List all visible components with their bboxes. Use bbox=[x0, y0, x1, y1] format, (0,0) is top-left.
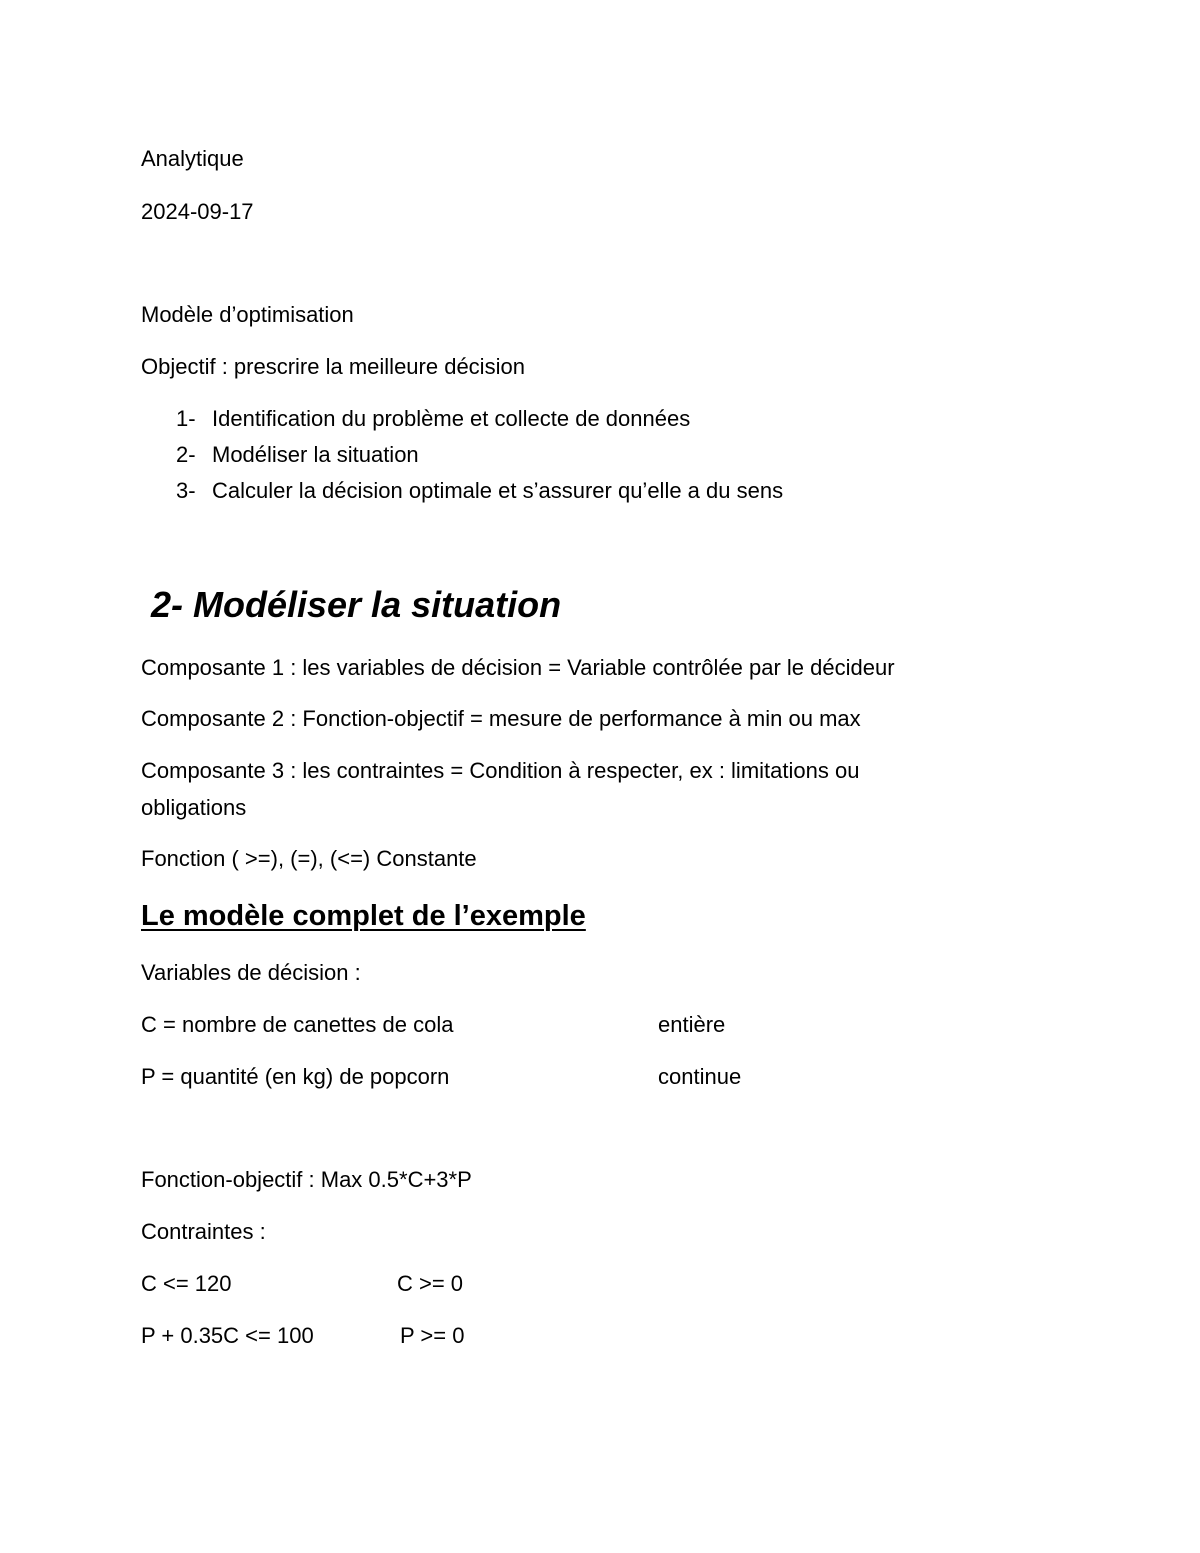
variable-p-type: continue bbox=[658, 1064, 742, 1089]
component-3-line-1: Composante 3 : les contraintes = Condition à respecter, ex : limitations ou bbox=[141, 758, 860, 783]
function-line: Fonction ( >=), (=), (<=) Constante bbox=[141, 846, 477, 871]
list-item-text: Identification du problème et collecte de données bbox=[212, 406, 691, 431]
variable-p: P = quantité (en kg) de popcorn bbox=[141, 1064, 450, 1089]
document-date: 2024-09-17 bbox=[141, 199, 254, 224]
section-heading: 2- Modéliser la situation bbox=[151, 584, 562, 625]
constraint-2-nonnegativity: P >= 0 bbox=[400, 1323, 465, 1348]
list-item-text: Modéliser la situation bbox=[212, 442, 419, 467]
constraint-1-nonnegativity: C >= 0 bbox=[397, 1271, 464, 1296]
constraints-label: Contraintes : bbox=[141, 1219, 266, 1244]
intro-heading: Modèle d’optimisation bbox=[141, 302, 354, 327]
objective-line: Objectif : prescrire la meilleure décision bbox=[141, 354, 525, 379]
list-item-number: 1- bbox=[176, 406, 196, 431]
variable-c-type: entière bbox=[658, 1012, 726, 1037]
variable-c: C = nombre de canettes de cola bbox=[141, 1012, 454, 1037]
variables-label: Variables de décision : bbox=[141, 960, 361, 985]
document-title: Analytique bbox=[141, 146, 244, 171]
component-3-line-2: obligations bbox=[141, 795, 247, 820]
constraint-1: C <= 120 bbox=[141, 1271, 232, 1296]
component-2: Composante 2 : Fonction-objectif = mesure de performance à min ou max bbox=[141, 706, 861, 731]
component-1: Composante 1 : les variables de décision = Variable contrôlée par le décideur bbox=[141, 655, 895, 680]
list-item-number: 2- bbox=[176, 442, 196, 467]
list-item-text: Calculer la décision optimale et s’assurer qu’elle a du sens bbox=[212, 478, 784, 503]
objective-function: Fonction-objectif : Max 0.5*C+3*P bbox=[141, 1167, 472, 1192]
constraint-2: P + 0.35C <= 100 bbox=[141, 1323, 314, 1348]
list-item-number: 3- bbox=[176, 478, 196, 503]
example-heading: Le modèle complet de l’exemple bbox=[141, 900, 586, 932]
